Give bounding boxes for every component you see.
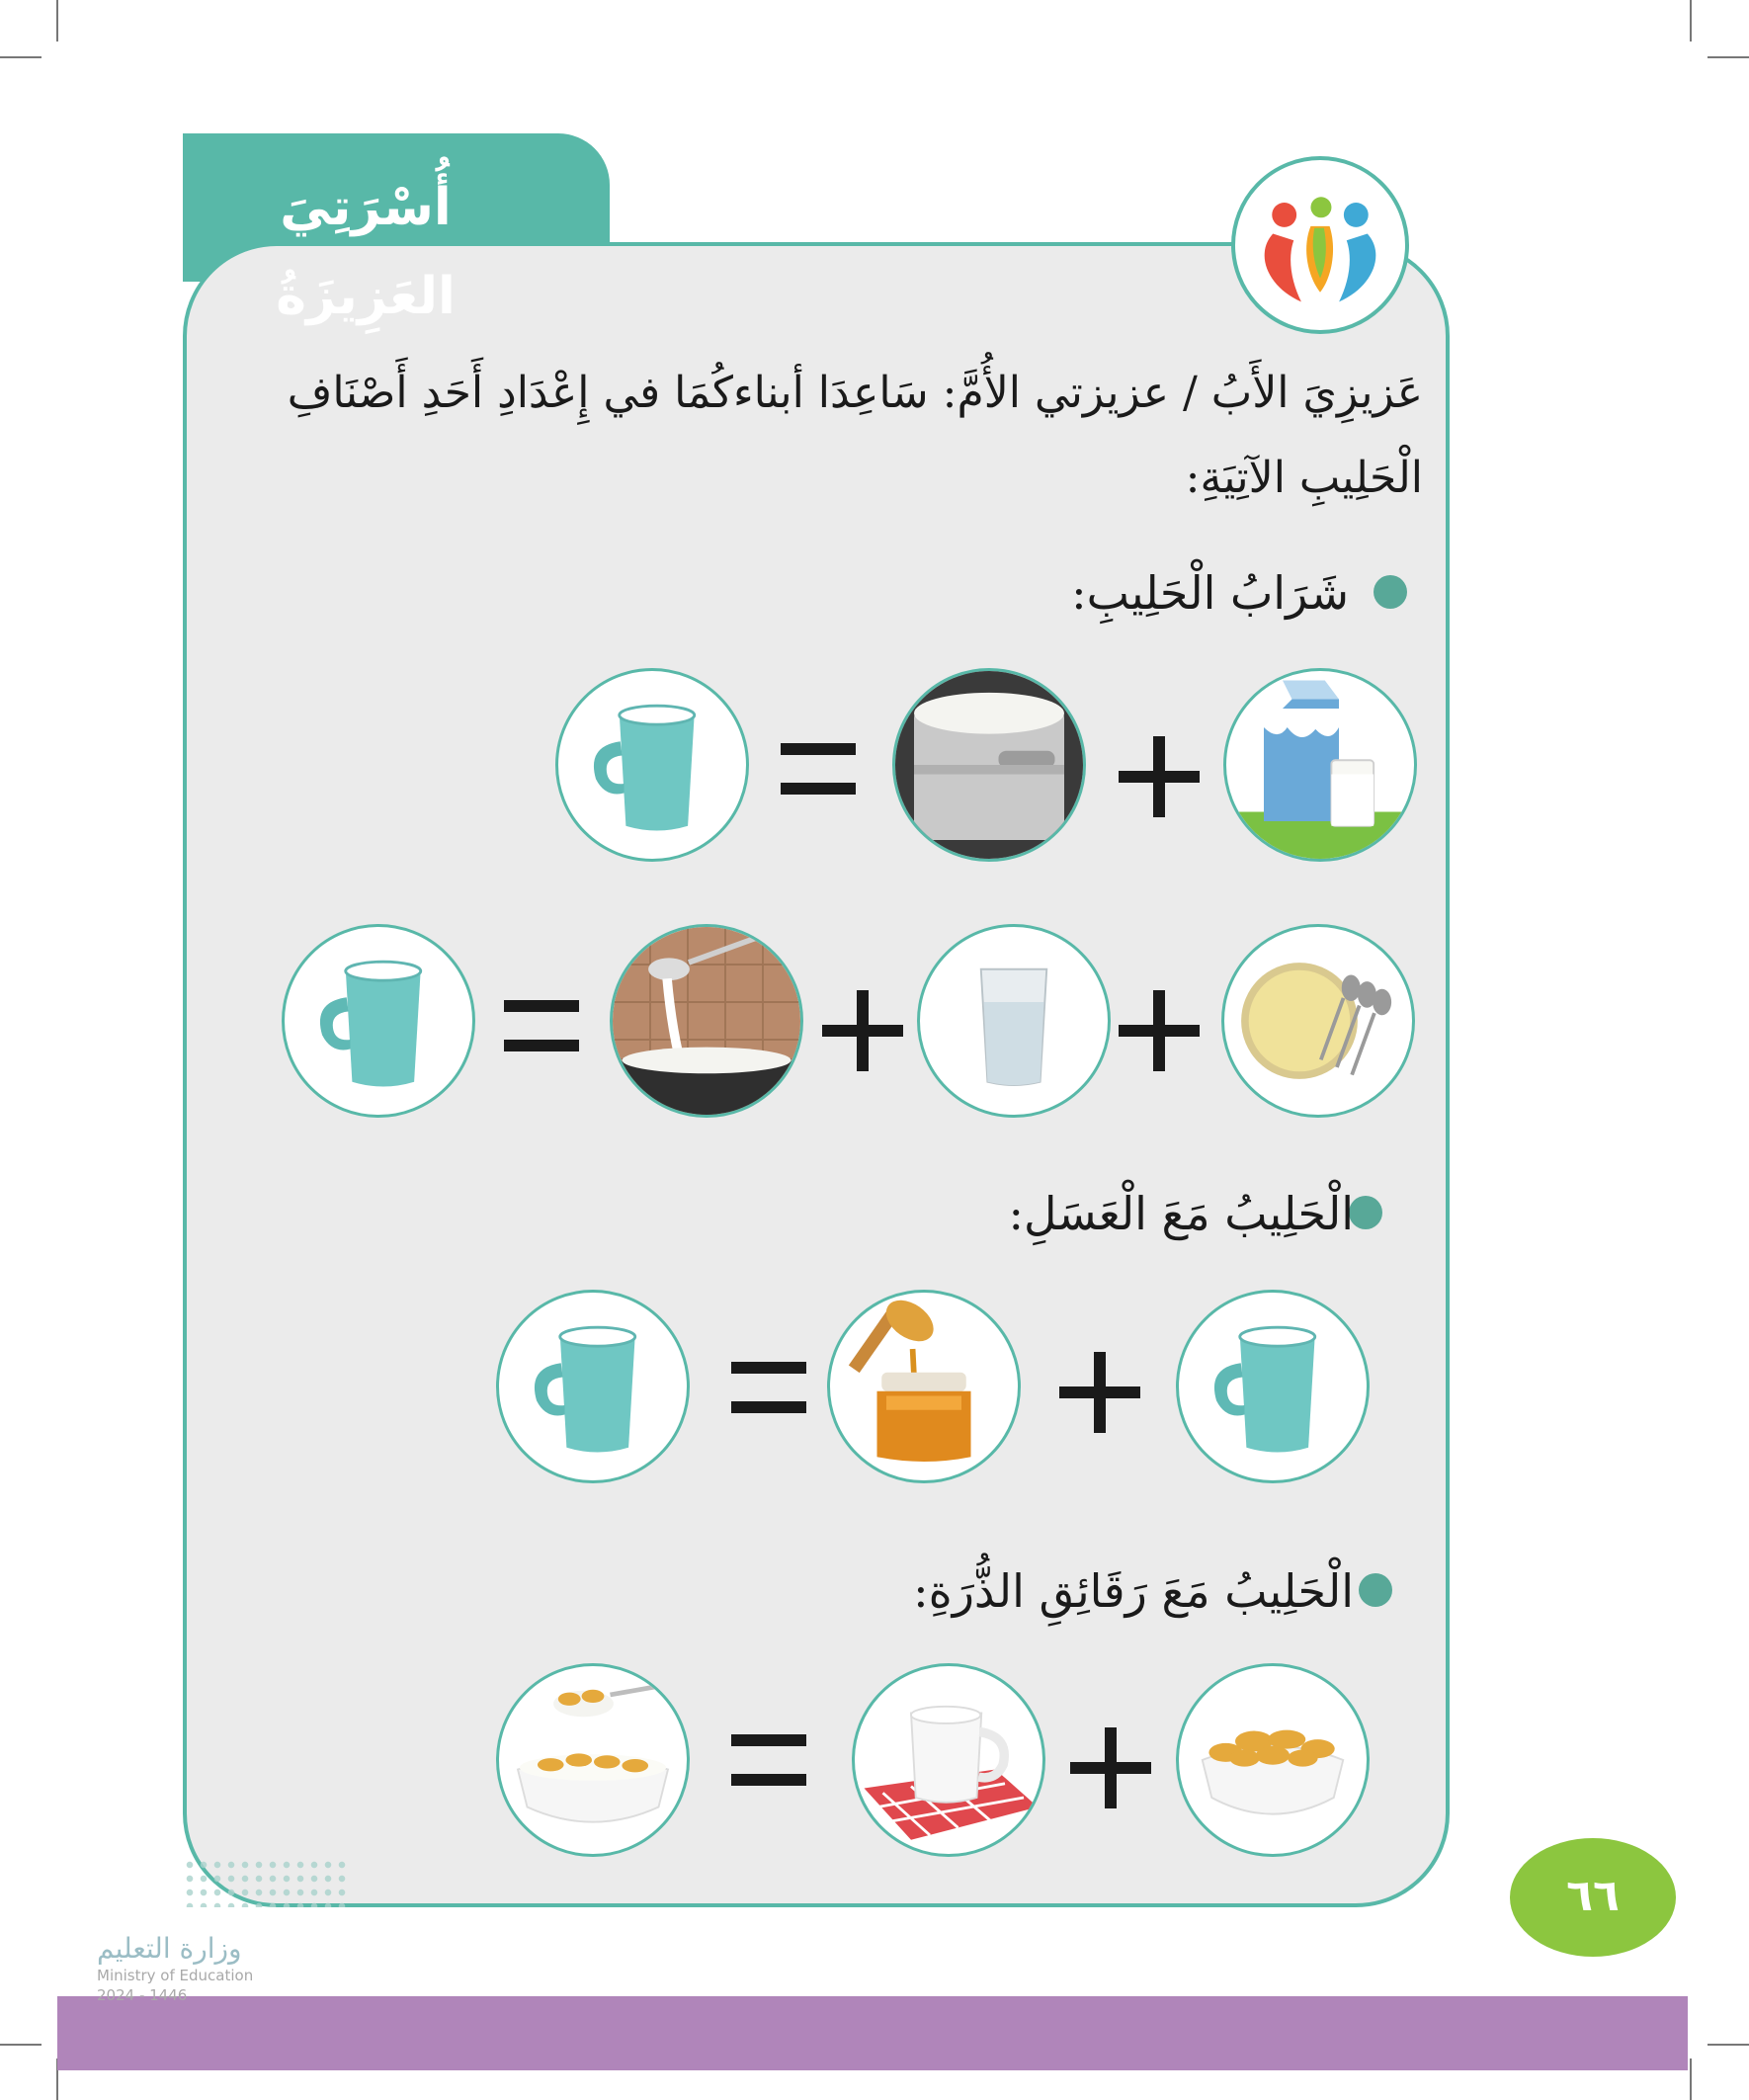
equals-icon <box>781 743 856 795</box>
milk-powder-icon <box>1221 924 1415 1118</box>
cereal-with-milk-icon <box>496 1663 690 1857</box>
milk-carton-icon <box>1223 668 1417 862</box>
equals-icon <box>731 1362 806 1413</box>
ministry-name-english: Ministry of Education <box>97 1967 254 1984</box>
honey-jar-icon <box>827 1290 1021 1483</box>
cornflakes-bowl-icon <box>1176 1663 1370 1857</box>
crop-mark <box>0 56 42 58</box>
teal-mug-icon <box>1176 1290 1370 1483</box>
cooking-pot-icon <box>892 668 1086 862</box>
crop-mark <box>1690 2058 1692 2100</box>
white-milk-cup-icon <box>852 1663 1045 1857</box>
section-heading-milk-cornflakes: الْحَلِيبُ مَعَ رَقَائِقِ الذُّرَةِ: <box>913 1564 1354 1618</box>
teal-mug-icon <box>555 668 749 862</box>
section-heading-milk-honey: الْحَلِيبُ مَعَ الْعَسَلِ: <box>1008 1187 1354 1240</box>
plus-icon <box>1070 1727 1151 1808</box>
family-logo-icon <box>1231 156 1409 334</box>
teal-mug-icon <box>282 924 475 1118</box>
ministry-name-arabic: وزارة التعليم <box>97 1932 242 1965</box>
crop-mark <box>0 2044 42 2046</box>
bullet-icon <box>1349 1196 1382 1229</box>
plus-icon <box>1119 736 1200 817</box>
page-title: أُسْرَتِيَ العَزِيزَةُ <box>276 178 456 326</box>
plus-icon <box>1059 1352 1140 1433</box>
section-heading-milk-drink: شَرَابُ الْحَلِيبِ: <box>1071 566 1349 620</box>
crop-mark <box>1690 0 1692 42</box>
intro-line-1: عَزيزِيَ الأَبُ / عزيزتي الأُمَّ: سَاعِدَا أبناءكُمَا في إِعْدَادِ أَحَدِ أَصْنَافِ <box>287 368 1423 418</box>
intro-text <box>242 351 1423 521</box>
equals-icon <box>504 1000 579 1051</box>
crop-mark <box>1707 2044 1749 2046</box>
page-number: ٦٦ <box>1566 1871 1620 1921</box>
teal-mug-icon <box>496 1290 690 1483</box>
plus-icon <box>1119 990 1200 1071</box>
water-glass-icon <box>917 924 1111 1118</box>
bullet-icon <box>1374 575 1407 609</box>
ministry-dots-logo <box>183 1858 351 1907</box>
crop-mark <box>1707 56 1749 58</box>
pouring-ladle-icon <box>610 924 803 1118</box>
bullet-icon <box>1359 1573 1392 1607</box>
ministry-year: 2024 - 1446 <box>97 1986 188 2004</box>
plus-icon <box>822 990 903 1071</box>
equals-icon <box>731 1734 806 1786</box>
intro-line-2: الْحَلِيبِ الآتِيَةِ: <box>1185 453 1423 503</box>
bottom-band <box>57 1996 1688 2070</box>
crop-mark <box>56 0 58 42</box>
